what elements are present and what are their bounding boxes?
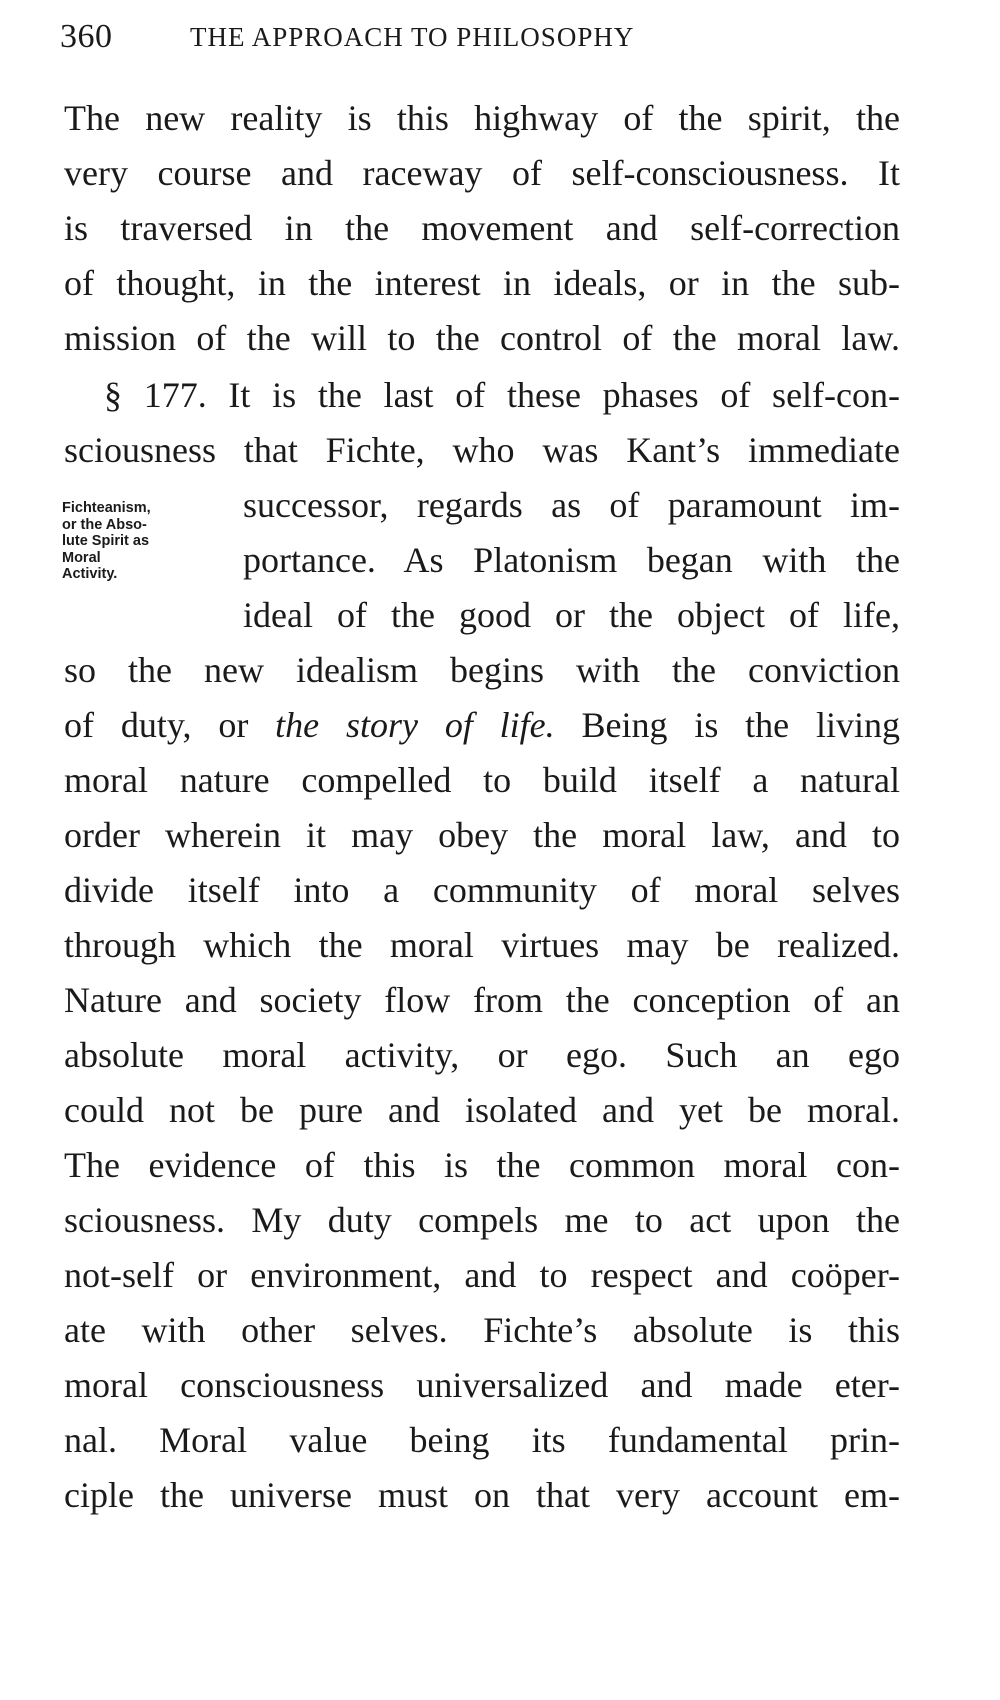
text-line: sciousness that Fichte, who was Kant’s immediate (64, 430, 900, 470)
text-segment: Being is the living (581, 705, 901, 745)
italic-phrase: the story of life. (275, 705, 555, 745)
text-line: not-self or environment, and to respect and coöper- (64, 1255, 900, 1295)
text-line: ate with other selves. Fichte’s absolute is this (64, 1310, 900, 1350)
margin-note (62, 500, 222, 583)
text-line-with-italic (64, 703, 900, 747)
margin-note-line: or the Abso- (62, 516, 147, 533)
text-line: The new reality is this highway of the spirit, the (64, 98, 900, 138)
text-line: could not be pure and isolated and yet be moral. (64, 1090, 900, 1130)
text-line: moral nature compelled to build itself a natural (64, 760, 900, 800)
text-line: mission of the will to the control of the moral law. (64, 318, 900, 358)
text-line: The evidence of this is the common moral con- (64, 1145, 900, 1185)
text-line: portance. As Platonism began with the (243, 540, 900, 580)
text-line: successor, regards as of paramount im- (243, 485, 900, 525)
text-line: Nature and society flow from the conception of an (64, 980, 900, 1020)
text-line: absolute moral activity, or ego. Such an ego (64, 1035, 900, 1075)
margin-note-line: lute Spirit as (62, 533, 150, 549)
text-line: is traversed in the movement and self-correction (64, 208, 900, 248)
text-line: through which the moral virtues may be realized. (64, 925, 900, 965)
text-line: ciple the universe must on that very account em- (64, 1475, 900, 1515)
text-line: sciousness. My duty compels me to act upon the (64, 1200, 900, 1240)
page-number: 360 (60, 18, 113, 55)
margin-note-line: Activity. (62, 566, 118, 582)
text-line: ideal of the good or the object of life, (243, 595, 900, 635)
running-title: THE APPROACH TO PHILOSOPHY (190, 22, 635, 52)
text-line: divide itself into a community of moral selves (64, 870, 900, 910)
text-line: so the new idealism begins with the conviction (64, 650, 900, 690)
text-line: order wherein it may obey the moral law, and to (64, 815, 900, 855)
section-start-line: § 177. It is the last of these phases of self-con- (104, 375, 900, 415)
text-line: nal. Moral value being its fundamental prin- (64, 1420, 900, 1460)
text-line: of thought, in the interest in ideals, or in the sub- (64, 263, 900, 303)
running-head (60, 18, 940, 66)
text-segment: of duty, or (64, 705, 249, 745)
margin-note-line: Fichteanism, (62, 500, 151, 516)
text-line: very course and raceway of self-consciousness. It (64, 153, 900, 193)
text-line: moral consciousness universalized and made eter- (64, 1365, 900, 1405)
margin-note-line: Moral (62, 549, 101, 566)
